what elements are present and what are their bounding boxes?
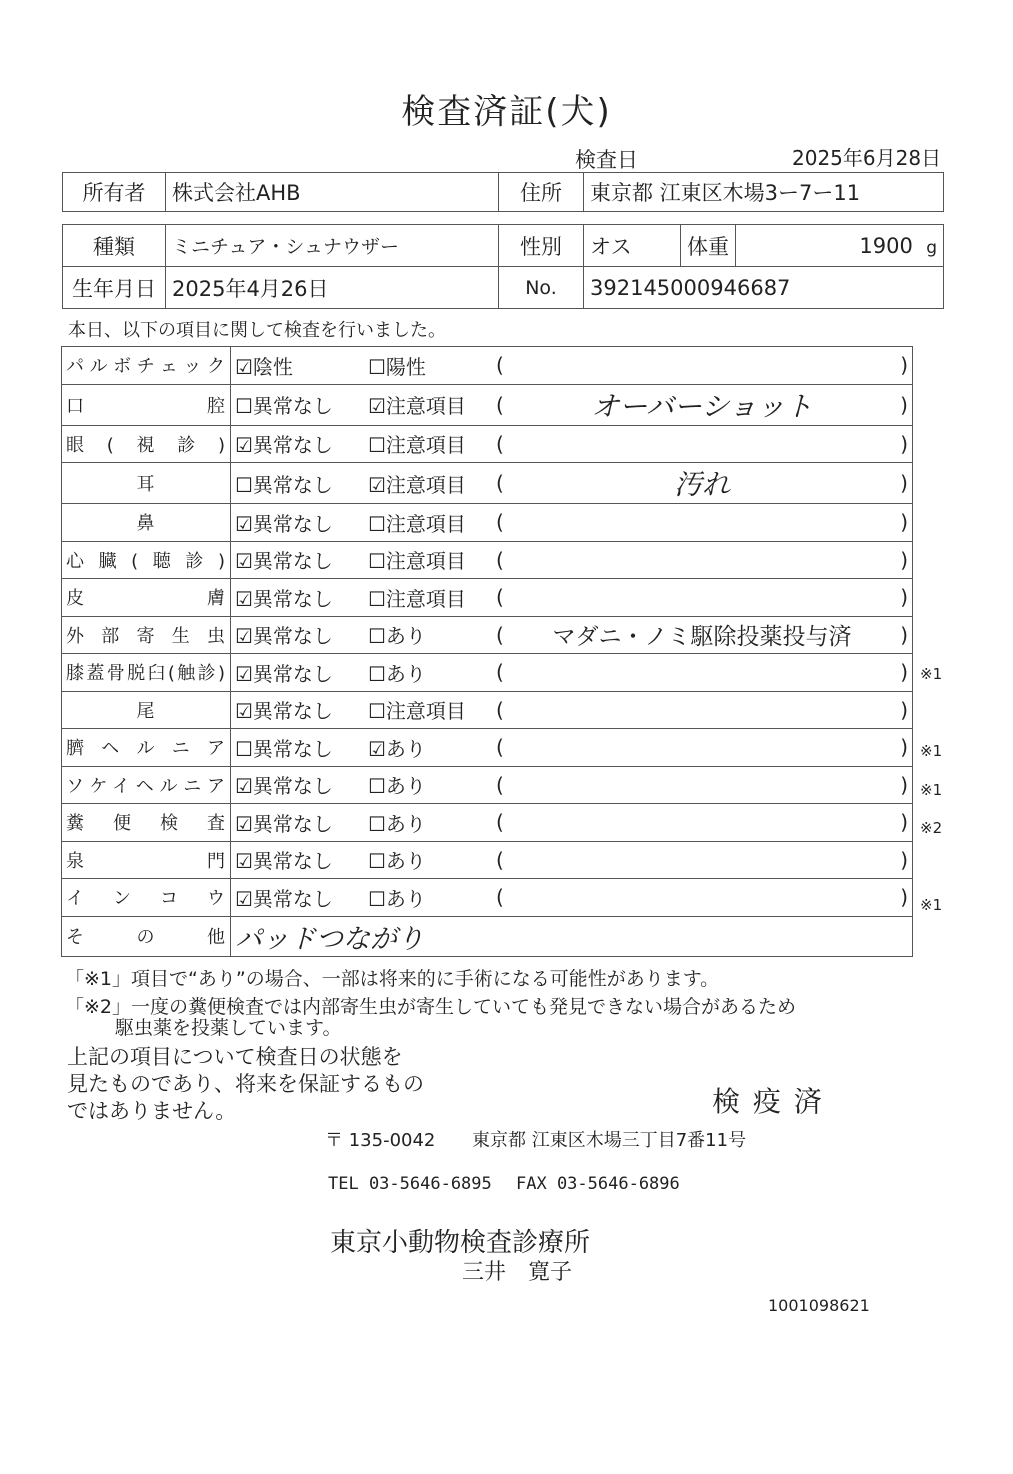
paren-close: ) [900, 547, 908, 572]
item-option-2: ☐注意項目 [364, 504, 492, 542]
item-option-2: ☐陽性 [364, 347, 492, 385]
footnote-mark: ※2 [920, 819, 943, 838]
paren-open: ( [496, 697, 504, 722]
paren-open: ( [496, 585, 504, 610]
paren-close: ) [900, 810, 908, 835]
table-row [62, 384, 913, 425]
footnote-mark: ※1 [920, 780, 943, 799]
item-name: パルボチェック [62, 347, 231, 385]
item-option-1: ☐異常なし [231, 384, 365, 425]
item-note-cell [492, 654, 913, 692]
paren-close: ) [900, 510, 908, 535]
item-option-1: ☑異常なし [231, 879, 365, 917]
owner-label: 所有者 [63, 173, 166, 212]
item-option-1: ☑異常なし [231, 691, 365, 729]
paren-close: ) [900, 471, 908, 495]
paren-open: ( [496, 471, 504, 495]
item-note-cell [492, 766, 913, 804]
paren-close: ) [900, 353, 908, 378]
other-label: その他 [62, 916, 231, 956]
item-note-cell [492, 541, 913, 579]
table-row [62, 579, 913, 617]
item-note: オーバーショット [591, 389, 813, 423]
clinic-name: 東京小動物検査診療所 [330, 1228, 591, 1258]
table-row [62, 347, 913, 385]
item-note-cell [492, 691, 913, 729]
footnote-mark: ※1 [920, 896, 943, 915]
exam-date: 2025年6月28日 [792, 146, 942, 170]
paren-open: ( [496, 885, 504, 910]
weight-label: 体重 [681, 225, 736, 267]
item-option-2: ☐注意項目 [364, 425, 492, 463]
document-id: 1001098621 [768, 1296, 870, 1315]
item-note-cell [492, 841, 913, 879]
exam-items-table [61, 346, 913, 957]
item-option-1: ☑異常なし [231, 616, 365, 654]
item-option-2: ☐あり [364, 654, 492, 692]
item-option-1: ☑異常なし [231, 841, 365, 879]
item-note-cell [492, 504, 913, 542]
item-option-2: ☑注意項目 [364, 463, 492, 504]
note-2b: 駆虫薬を投薬しています。 [115, 1017, 342, 1039]
item-option-2: ☐注意項目 [364, 541, 492, 579]
disclaimer [67, 1044, 424, 1125]
table-row [62, 691, 913, 729]
paren-close: ) [900, 585, 908, 610]
item-name: 皮膚 [62, 579, 231, 617]
postal-code: 〒 135-0042 [325, 1130, 436, 1151]
footnote-mark: ※1 [920, 742, 943, 760]
paren-open: ( [496, 772, 504, 797]
paren-close: ) [900, 622, 908, 647]
item-note: 汚れ [673, 468, 730, 501]
item-name: 外部寄生虫 [62, 616, 231, 654]
paren-close: ) [900, 697, 908, 722]
table-row [62, 654, 913, 692]
item-name: 泉門 [62, 841, 231, 879]
paren-open: ( [496, 510, 504, 535]
address-value: 東京都 江東区木場3ー7ー11 [584, 173, 944, 212]
weight-value: 1900 [859, 233, 913, 258]
item-option-1: ☑異常なし [231, 541, 365, 579]
item-option-2: ☐あり [364, 804, 492, 842]
item-name: 口腔 [62, 384, 231, 425]
birth-value: 2025年4月26日 [166, 267, 499, 309]
table-row [62, 729, 913, 767]
item-option-1: ☐異常なし [231, 729, 365, 767]
item-option-1: ☑異常なし [231, 579, 365, 617]
paren-open: ( [496, 431, 504, 456]
item-name: インコウ [62, 879, 231, 917]
item-option-2: ☑注意項目 [364, 384, 492, 425]
paren-open: ( [496, 353, 504, 378]
paren-open: ( [496, 810, 504, 835]
item-option-2: ☐注意項目 [364, 579, 492, 617]
table-row [62, 616, 913, 654]
paren-open: ( [496, 547, 504, 572]
address-label: 住所 [499, 173, 584, 212]
item-note-cell [492, 879, 913, 917]
table-row [62, 425, 913, 463]
paren-close: ) [900, 392, 908, 417]
table-row [62, 879, 913, 917]
sex-label: 性別 [499, 225, 584, 267]
item-option-2: ☐あり [364, 879, 492, 917]
item-note-cell [492, 579, 913, 617]
item-note-cell [492, 384, 913, 425]
clinic-address: 東京都 江東区木場三丁目7番11号 [472, 1130, 747, 1151]
item-option-1: ☑異常なし [231, 425, 365, 463]
tel: TEL 03-5646-6895 [328, 1174, 492, 1194]
owner-table [62, 172, 944, 212]
item-name: 臍ヘルニア [62, 729, 231, 767]
item-option-2: ☐あり [364, 766, 492, 804]
paren-close: ) [900, 431, 908, 456]
paren-close: ) [900, 885, 908, 910]
table-row [62, 463, 913, 504]
weight-unit: g [926, 237, 937, 258]
weight-cell [736, 225, 944, 267]
inspected-stamp: 検 疫 済 [712, 1085, 824, 1118]
table-row [62, 504, 913, 542]
item-option-1: ☐異常なし [231, 463, 365, 504]
table-row [62, 541, 913, 579]
doctor-name: 三井 寛子 [462, 1260, 573, 1285]
item-option-2: ☑あり [364, 729, 492, 767]
item-option-2: ☐あり [364, 841, 492, 879]
item-option-2: ☐注意項目 [364, 691, 492, 729]
item-option-1: ☑異常なし [231, 766, 365, 804]
item-name: 眼(視診) [62, 425, 231, 463]
no-value: 392145000946687 [584, 267, 944, 309]
item-note-cell [492, 729, 913, 767]
item-name: 尾 [62, 691, 231, 729]
item-option-1: ☑異常なし [231, 804, 365, 842]
item-note-cell [492, 347, 913, 385]
item-option-1: ☑陰性 [231, 347, 365, 385]
paren-open: ( [496, 660, 504, 685]
item-name: 心臓(聴診) [62, 541, 231, 579]
exam-date-label: 検査日 [575, 148, 638, 172]
paren-open: ( [496, 847, 504, 872]
paren-close: ) [900, 735, 908, 760]
table-row [62, 841, 913, 879]
paren-close: ) [900, 660, 908, 685]
intro-text: 本日、以下の項目に関して検査を行いました。 [68, 320, 446, 341]
paren-open: ( [496, 392, 504, 417]
item-note-cell [492, 463, 913, 504]
item-option-1: ☑異常なし [231, 654, 365, 692]
disclaimer-line: ではありません。 [67, 1099, 237, 1123]
item-note-cell [492, 804, 913, 842]
other-value: パッドつながり [231, 916, 913, 956]
item-option-2: ☐あり [364, 616, 492, 654]
disclaimer-line: 上記の項目について検査日の状態を [67, 1045, 403, 1069]
item-note-cell [492, 425, 913, 463]
breed-label: 種類 [63, 225, 166, 267]
item-option-1: ☑異常なし [231, 504, 365, 542]
fax: FAX 03-5646-6896 [516, 1174, 680, 1194]
disclaimer-line: 見たものであり、将来を保証するもの [67, 1072, 424, 1096]
owner-value: 株式会社AHB [166, 173, 499, 212]
table-row [62, 804, 913, 842]
paren-open: ( [496, 735, 504, 760]
note-1: 「※1」項目で“あり”の場合、一部は将来的に手術になる可能性があります。 [65, 968, 720, 990]
footnote-mark: ※1 [920, 664, 943, 683]
pet-info-table [62, 224, 944, 309]
breed-value: ミニチュア・シュナウザー [166, 225, 499, 267]
paren-close: ) [900, 847, 908, 872]
birth-label: 生年月日 [63, 267, 166, 309]
paren-close: ) [900, 772, 908, 797]
item-name: ソケイヘルニア [62, 766, 231, 804]
item-name: 耳 [62, 463, 231, 504]
item-name: 糞便検査 [62, 804, 231, 842]
item-note-cell [492, 616, 913, 654]
table-row [62, 766, 913, 804]
note-2a: 「※2」一度の糞便検査では内部寄生虫が寄生していても発見できない場合があるため [65, 996, 797, 1018]
paren-open: ( [496, 622, 504, 647]
sex-value: オス [584, 225, 681, 267]
item-name: 鼻 [62, 504, 231, 542]
item-note: マダニ・ノミ駆除投薬投与済 [552, 624, 852, 651]
item-name: 膝蓋骨脱臼(触診) [62, 654, 231, 692]
document-title: 検査済証(犬) [401, 92, 612, 132]
no-label: No. [499, 267, 584, 309]
